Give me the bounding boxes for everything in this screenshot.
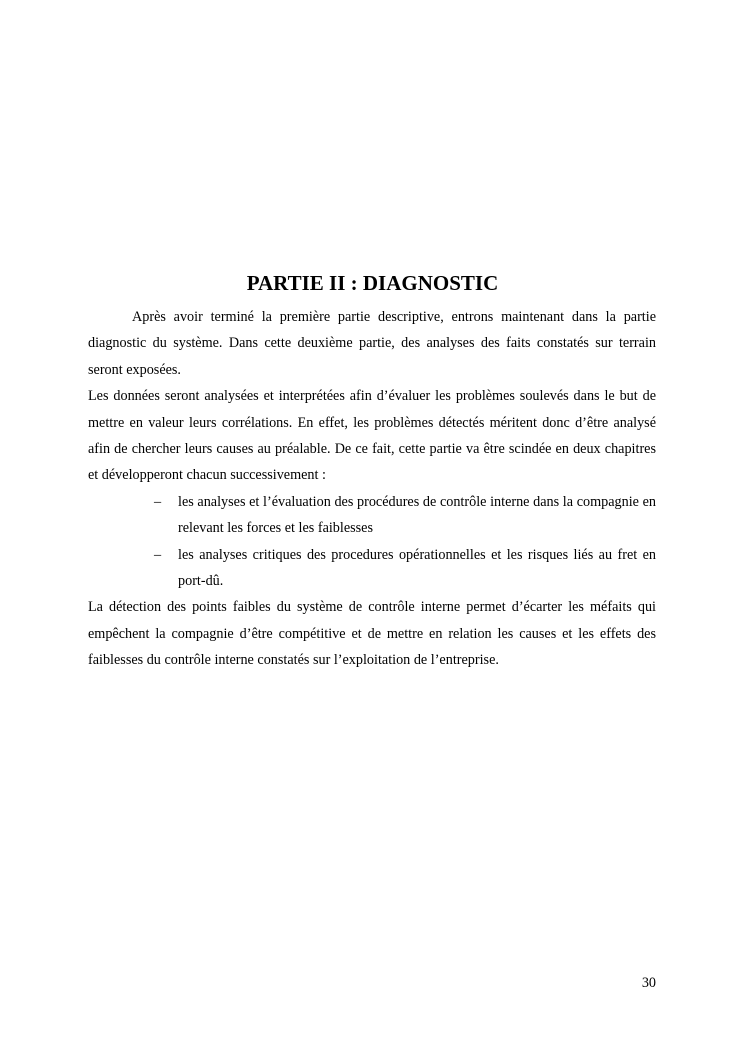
list-item-text: les analyses et l’évaluation des procédures de contrôle interne dans la compagnie en relevant les forces et les faiblesses bbox=[178, 493, 656, 537]
intro-paragraph: Après avoir terminé la première partie descriptive, entrons maintenant dans la partie diagnostic du système. Dans cette deuxième partie, des analyses des faits constatés sur terrain seront exposées. bbox=[88, 309, 656, 378]
chapter-list bbox=[88, 489, 656, 595]
page-title: PARTIE II : DIAGNOSTIC bbox=[246, 271, 499, 295]
list-item-text: les analyses critiques des procedures opérationnelles et les risques liés au fret en port-dû. bbox=[178, 546, 656, 590]
dash-bullet-icon: – bbox=[154, 546, 162, 563]
document-body bbox=[88, 304, 656, 674]
analysis-paragraph: Les données seront analysées et interprétées afin d’évaluer les problèmes soulevés dans le but de mettre en valeur leurs corrélations. En effet, les problèmes détectés méritent donc d’être analysé afin de chercher leurs causes au préalable. De ce fait, cette partie va être scindée en deux chapitres et développeront chacun successivement : bbox=[88, 388, 656, 484]
conclusion-paragraph: La détection des points faibles du système de contrôle interne permet d’écarter les méfaits qui empêchent la compagnie d’être compétitive et de mettre en relation les causes et les effets des faiblesses du contrôle interne constatés sur l’exploitation de l’entreprise. bbox=[88, 599, 656, 669]
list-item bbox=[88, 489, 656, 542]
dash-bullet-icon: – bbox=[154, 493, 162, 510]
list-item bbox=[88, 542, 656, 595]
page-number: 30 bbox=[641, 975, 656, 991]
